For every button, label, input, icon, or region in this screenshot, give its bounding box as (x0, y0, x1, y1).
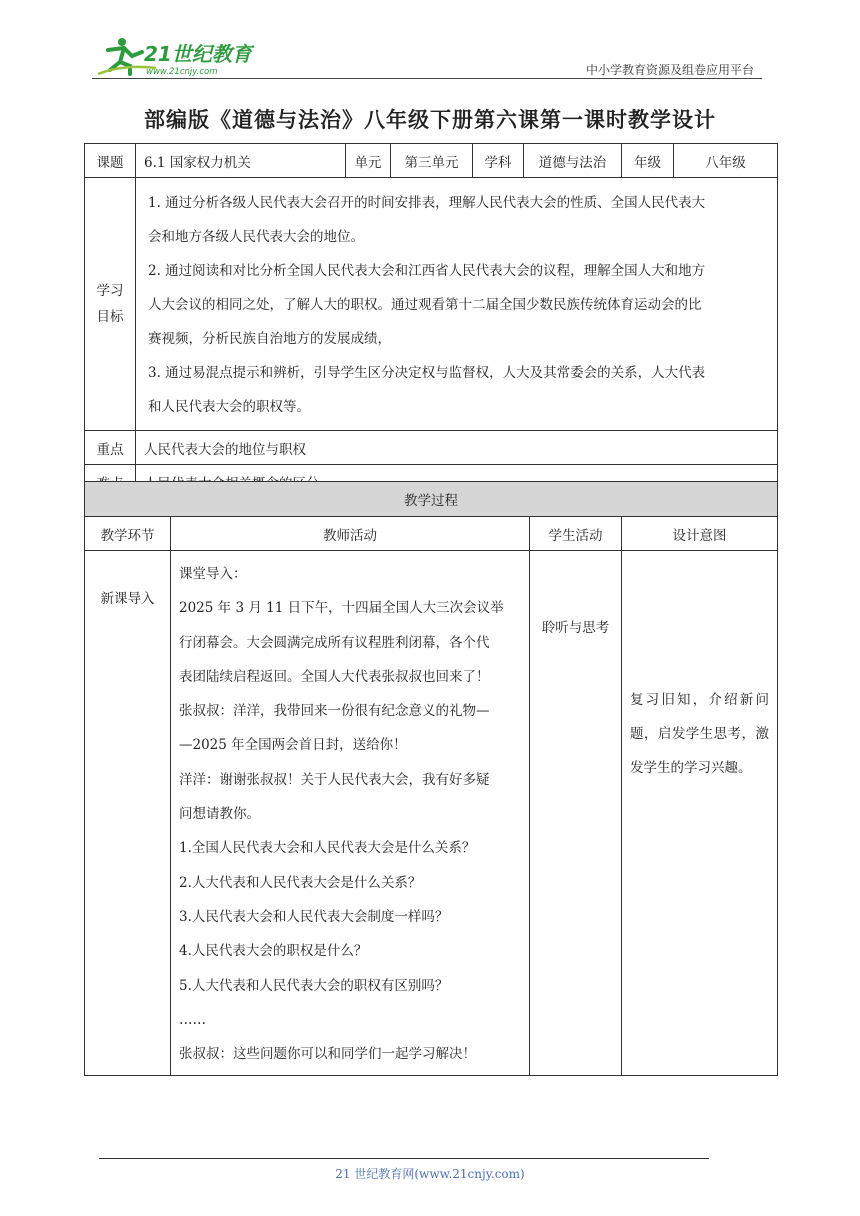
goal-line: 3. 通过易混点提示和辨析，引导学生区分决定权与监督权，人大及其常委会的关系，人大代表 (148, 365, 706, 381)
teacher-line: 洋洋：谢谢张叔叔！关于人民代表大会，我有好多疑 (179, 771, 490, 788)
footer-divider (99, 1158, 709, 1159)
process-header-row (85, 517, 778, 551)
key-point-label: 重点 (85, 431, 136, 465)
unit-value: 第三单元 (391, 144, 473, 178)
key-point-row (85, 431, 778, 465)
column-header: 学生活动 (530, 517, 622, 551)
teacher-line: 1.全国人民代表大会和人民代表大会是什么关系？ (179, 840, 476, 857)
unit-label: 单元 (346, 144, 391, 178)
teacher-line: 4.人民代表大会的职权是什么？ (179, 943, 368, 960)
goal-line: 2. 通过阅读和对比分析全国人民代表大会和江西省人民代表大会的议程，理解全国人大和地方 (148, 263, 706, 279)
teacher-line: 2025 年 3 月 11 日下午，十四届全国人大三次会议举 (179, 600, 504, 617)
topic-value: 6.1 国家权力机关 (136, 144, 346, 178)
lesson-info-row (85, 144, 778, 178)
goals-label (85, 178, 136, 431)
grade-label: 年级 (622, 144, 674, 178)
teacher-line: 张叔叔：这些问题你可以和同学们一起学习解决！ (179, 1046, 476, 1063)
stage-cell: 新课导入 (85, 551, 171, 1076)
subject-label: 学科 (473, 144, 524, 178)
grade-value: 八年级 (674, 144, 778, 178)
teacher-line: —2025 年全国两会首日封，送给你！ (179, 737, 407, 754)
teacher-line: …… (179, 1011, 206, 1028)
process-row (85, 551, 778, 1076)
goals-label-line: 学习 (96, 283, 124, 299)
goals-text (136, 178, 778, 431)
teacher-line: 2.人大代表和人民代表大会是什么关系？ (179, 874, 422, 891)
subject-value: 道德与法治 (524, 144, 622, 178)
teacher-line: 3.人民代表大会和人民代表大会制度一样吗？ (179, 908, 449, 925)
goal-line: 会和地方各级人民代表大会的地位。 (148, 229, 364, 245)
teacher-line: 张叔叔：洋洋，我带回来一份很有纪念意义的礼物— (179, 703, 490, 720)
goal-line: 1. 通过分析各级人民代表大会召开的时间安排表，理解人民代表大会的性质、全国人民代表大 (148, 195, 706, 211)
goal-line: 人大会议的相同之处，了解人大的职权。通过观看第十二届全国少数民族传统体育运动会的比 (148, 297, 702, 313)
document-title: 部编版《道德与法治》八年级下册第六课第一课时教学设计 (144, 107, 716, 132)
svg-text:www.21cnjy.com: www.21cnjy.com (146, 67, 218, 77)
goal-line: 赛视频，分析民族自治地方的发展成绩， (148, 331, 391, 347)
goal-line: 和人民代表大会的职权等。 (148, 399, 310, 415)
student-activity: 聆听与思考 (530, 551, 622, 1076)
key-point-text: 人民代表大会的地位与职权 (136, 431, 778, 465)
teacher-line: 课堂导入： (179, 566, 247, 582)
teaching-process-table (84, 481, 778, 1076)
page-header (92, 30, 762, 80)
platform-name: 中小学教育资源及组卷应用平台 (585, 63, 754, 77)
svg-text:21世纪教育: 21世纪教育 (144, 42, 252, 66)
topic-label: 课题 (85, 144, 136, 178)
site-logo (94, 34, 264, 78)
teacher-line: 问想请教你。 (179, 806, 260, 823)
teacher-line: 表团陆续启程返回。全国人大代表张叔叔也回来了！ (179, 668, 490, 685)
column-header: 教师活动 (171, 517, 530, 551)
goals-row (85, 178, 778, 431)
column-header: 教学环节 (85, 517, 171, 551)
teacher-activity (171, 551, 530, 1076)
teacher-line: 5.人大代表和人民代表大会的职权有区别吗？ (179, 977, 449, 994)
column-header: 设计意图 (622, 517, 778, 551)
design-intent: 复习旧知，介绍新问题，启发学生思考，激发学生的学习兴趣。 (622, 551, 778, 1076)
process-title: 教学过程 (85, 482, 778, 517)
lesson-info-table (84, 143, 778, 499)
footer-link[interactable]: 21 世纪教育网(www.21cnjy.com) (335, 1167, 525, 1181)
header-divider (92, 78, 762, 79)
goals-label-line: 目标 (96, 309, 124, 325)
process-title-row (85, 482, 778, 517)
teacher-line: 行闭幕会。大会圆满完成所有议程胜利闭幕，各个代 (179, 634, 490, 651)
